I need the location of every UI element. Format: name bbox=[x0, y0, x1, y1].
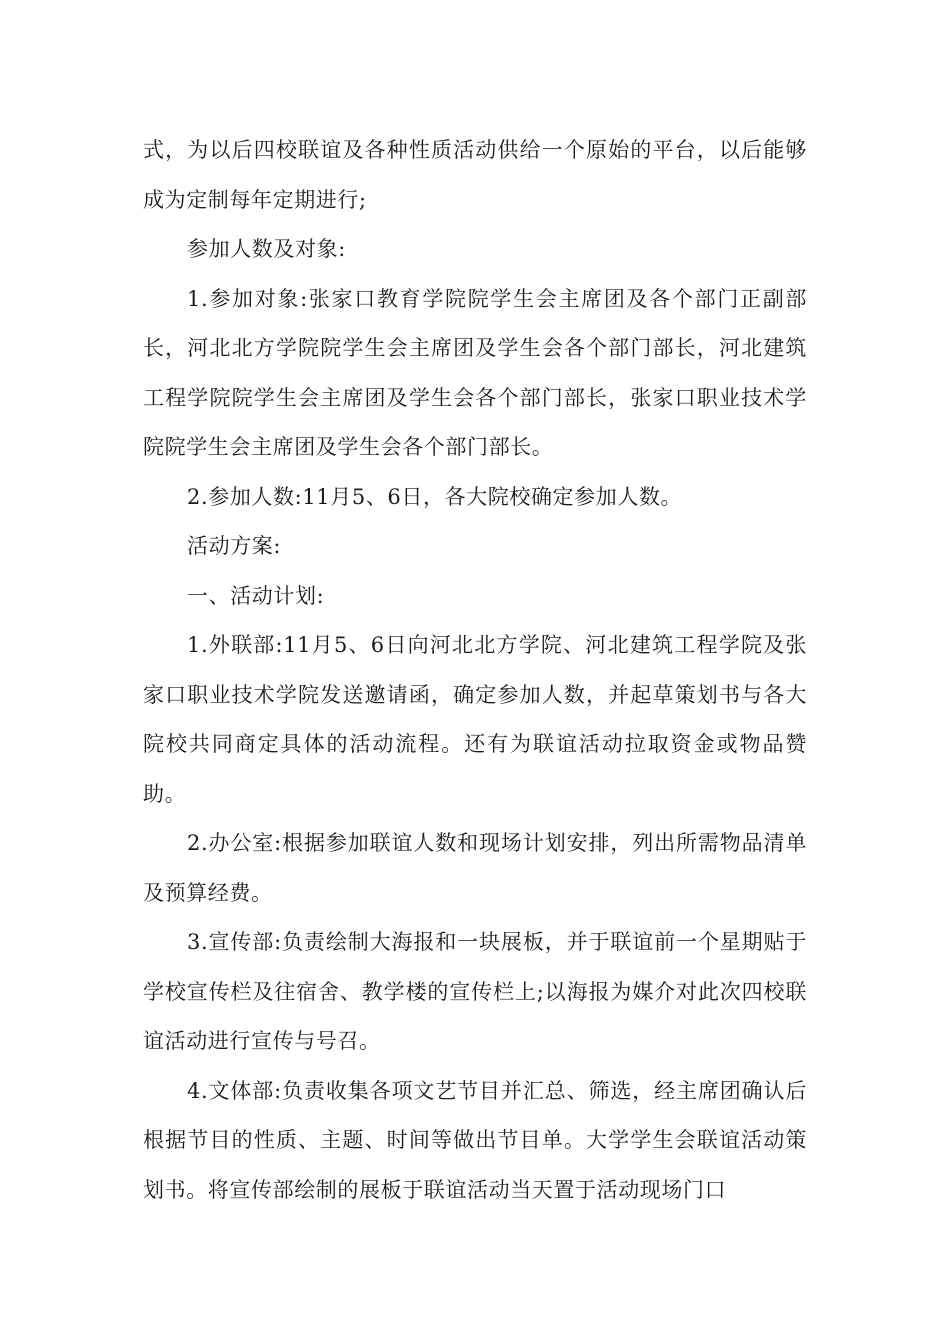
paragraph: 参加人数及对象: bbox=[187, 237, 346, 261]
paragraph: 式，为以后四校联谊及各种性质活动供给一个原始的平台，以后能够成为定制每年定期进行; bbox=[143, 138, 807, 212]
paragraph: 活动方案: bbox=[187, 534, 282, 558]
paragraph: 1.外联部:11月5、6日向河北北方学院、河北建筑工程学院及张家口职业技术学院发送邀请函，确定参加人数，并起草策划书与各大院校共同商定具体的活动流程。还有为联谊活动拉取资金或物品赞助。 bbox=[143, 633, 807, 806]
paragraph: 一、活动计划: bbox=[187, 583, 325, 608]
paragraph: 2.办公室:根据参加联谊人数和现场计划安排，列出所需物品清单及预算经费。 bbox=[143, 831, 807, 905]
paragraph: 4.文体部:负责收集各项文艺节目并汇总、筛选，经主席团确认后根据节目的性质、主题、时间等做出节目单。大学学生会联谊活动策划书。将宣传部绘制的展板于联谊活动当天置于活动现场门口 bbox=[143, 1078, 807, 1202]
paragraph: 3.宣传部:负责绘制大海报和一块展板，并于联谊前一个星期贴于学校宣传栏及往宿舍、教学楼的宣传栏上;以海报为媒介对此次四校联谊活动进行宣传与号召。 bbox=[143, 930, 807, 1053]
document-body bbox=[143, 126, 807, 1215]
paragraph: 1.参加对象:张家口教育学院院学生会主席团及各个部门正副部长，河北北方学院院学生会主席团及学生会各个部门部长，河北建筑工程学院院学生会主席团及学生会各个部门部长，张家口职业技术学院院学生会主席团及学生会各个部门部长。 bbox=[143, 286, 807, 459]
paragraph: 2.参加人数:11月5、6日，各大院校确定参加人数。 bbox=[187, 484, 683, 509]
